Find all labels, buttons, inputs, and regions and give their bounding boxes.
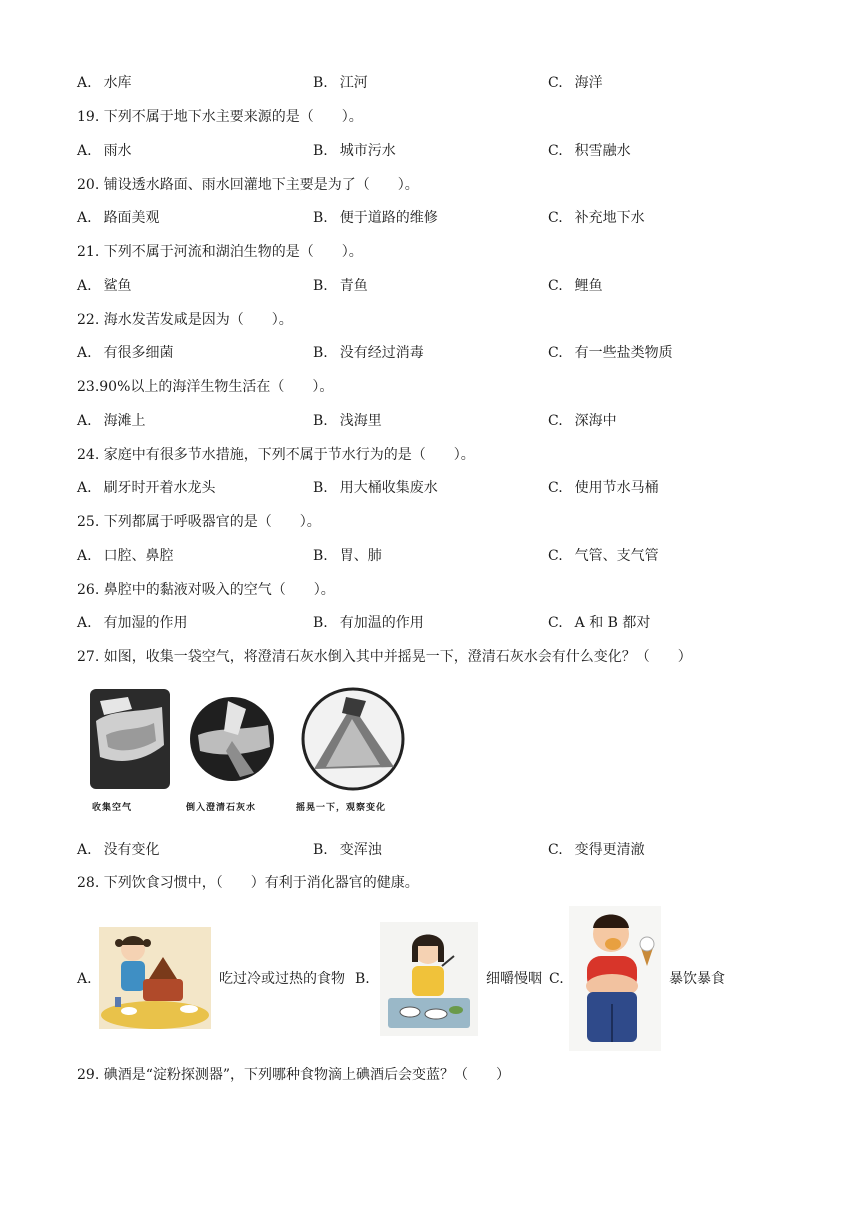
option-text: 水库 bbox=[103, 75, 132, 91]
option-a[interactable] bbox=[77, 277, 132, 295]
overeating-illustration bbox=[569, 906, 661, 1051]
option-a[interactable] bbox=[77, 479, 216, 497]
option-text: 使用节水马桶 bbox=[574, 480, 659, 496]
option-text: 口腔、鼻腔 bbox=[103, 548, 174, 564]
option-label: B. bbox=[313, 143, 328, 159]
option-text: 变得更清澈 bbox=[574, 842, 645, 858]
question-number: 28. bbox=[77, 875, 100, 891]
option-c-label[interactable]: C. bbox=[549, 971, 564, 987]
option-label: C. bbox=[548, 345, 563, 361]
option-label: B. bbox=[313, 345, 328, 361]
question-number: 29. bbox=[77, 1067, 100, 1083]
question-24 bbox=[77, 446, 475, 464]
option-b[interactable] bbox=[313, 344, 424, 362]
option-text: 有加温的作用 bbox=[339, 615, 424, 631]
option-text: 海滩上 bbox=[103, 413, 146, 429]
option-label: A. bbox=[77, 548, 92, 564]
option-label: A. bbox=[77, 143, 92, 159]
option-label: B. bbox=[313, 615, 328, 631]
option-text: 补充地下水 bbox=[574, 210, 645, 226]
option-b[interactable] bbox=[313, 277, 368, 295]
question-20 bbox=[77, 176, 419, 194]
option-label: B. bbox=[313, 75, 328, 91]
option-b[interactable] bbox=[313, 412, 382, 430]
option-c[interactable] bbox=[548, 614, 650, 632]
option-text: 用大桶收集废水 bbox=[339, 480, 438, 496]
option-text: 深海中 bbox=[574, 413, 617, 429]
option-a[interactable] bbox=[77, 412, 146, 430]
option-text: 青鱼 bbox=[339, 278, 368, 294]
option-text: 有加湿的作用 bbox=[103, 615, 188, 631]
option-label: C. bbox=[548, 548, 563, 564]
option-label: C. bbox=[548, 842, 563, 858]
option-text: 浅海里 bbox=[339, 413, 382, 429]
option-a-text: 吃过冷或过热的食物 bbox=[219, 971, 345, 987]
option-label: A. bbox=[77, 413, 92, 429]
question-text: 碘酒是“淀粉探测器”，下列哪种食物滴上碘酒后会变蓝？（ ） bbox=[103, 1067, 511, 1083]
question-number: 21. bbox=[77, 244, 100, 260]
option-label: A. bbox=[77, 480, 92, 496]
option-label: A. bbox=[77, 278, 92, 294]
option-c[interactable] bbox=[548, 209, 645, 227]
question-text: 如图，收集一袋空气，将澄清石灰水倒入其中并摇晃一下，澄清石灰水会有什么变化？（ ） bbox=[103, 649, 692, 665]
question-text: 家庭中有很多节水措施，下列不属于节水行为的是（ ）。 bbox=[103, 447, 475, 463]
option-label: A. bbox=[77, 345, 92, 361]
option-text: 鲤鱼 bbox=[574, 278, 603, 294]
option-c[interactable] bbox=[548, 412, 617, 430]
question-text: 90%以上的海洋生物生活在（ ）。 bbox=[99, 379, 334, 395]
option-label: B. bbox=[313, 278, 328, 294]
option-label: C. bbox=[548, 278, 563, 294]
option-c[interactable] bbox=[548, 74, 603, 92]
hotpot-illustration bbox=[99, 927, 211, 1029]
option-label: B. bbox=[313, 842, 328, 858]
question-23 bbox=[77, 378, 333, 396]
option-text: 没有变化 bbox=[103, 842, 160, 858]
option-text: 便于道路的维修 bbox=[339, 210, 438, 226]
option-text: 有很多细菌 bbox=[103, 345, 174, 361]
option-text: 城市污水 bbox=[339, 143, 396, 159]
option-label: A. bbox=[77, 210, 92, 226]
option-a[interactable] bbox=[77, 841, 160, 859]
option-label: C. bbox=[548, 75, 563, 91]
shake-bag-photo bbox=[296, 687, 410, 791]
option-text: 海洋 bbox=[574, 75, 603, 91]
question-number: 24. bbox=[77, 447, 100, 463]
option-text: 路面美观 bbox=[103, 210, 160, 226]
question-21 bbox=[77, 243, 363, 261]
option-text: A 和 B 都对 bbox=[574, 615, 651, 631]
option-label: C. bbox=[548, 480, 563, 496]
option-text: 雨水 bbox=[103, 143, 132, 159]
option-c[interactable] bbox=[548, 277, 603, 295]
option-c-text: 暴饮暴食 bbox=[669, 971, 725, 987]
question-26 bbox=[77, 581, 335, 599]
option-label: B. bbox=[313, 210, 328, 226]
option-b[interactable] bbox=[313, 614, 424, 632]
option-label: C. bbox=[548, 210, 563, 226]
option-label: B. bbox=[313, 413, 328, 429]
air-bag-photo bbox=[88, 687, 172, 791]
option-b[interactable] bbox=[313, 74, 368, 92]
question-19 bbox=[77, 108, 363, 126]
question-text: 下列饮食习惯中，（ ）有利于消化器官的健康。 bbox=[103, 875, 419, 891]
option-c[interactable] bbox=[548, 142, 631, 160]
question-number: 23. bbox=[77, 379, 100, 395]
option-a-label[interactable]: A. bbox=[77, 971, 92, 987]
option-text: 变浑浊 bbox=[339, 842, 382, 858]
question-number: 26. bbox=[77, 582, 100, 598]
option-a[interactable] bbox=[77, 344, 174, 362]
option-a[interactable] bbox=[77, 547, 174, 565]
option-text: 胃、肺 bbox=[339, 548, 382, 564]
option-a[interactable] bbox=[77, 142, 132, 160]
photo-caption: 摇晃一下，观察变化 bbox=[296, 803, 387, 813]
option-text: 有一些盐类物质 bbox=[574, 345, 673, 361]
pour-limewater-photo bbox=[188, 695, 276, 783]
option-b[interactable] bbox=[313, 479, 438, 497]
option-label: B. bbox=[313, 548, 328, 564]
question-28 bbox=[77, 874, 419, 892]
question-text: 鼻腔中的黏液对吸入的空气（ ）。 bbox=[103, 582, 335, 598]
option-b[interactable] bbox=[313, 142, 396, 160]
chewing-slowly-illustration bbox=[380, 922, 478, 1036]
question-27 bbox=[77, 648, 692, 666]
option-b[interactable] bbox=[313, 841, 382, 859]
question-text: 下列不属于河流和湖泊生物的是（ ）。 bbox=[103, 244, 363, 260]
option-b[interactable] bbox=[313, 209, 438, 227]
option-text: 江河 bbox=[339, 75, 368, 91]
question-22 bbox=[77, 311, 293, 329]
option-label: C. bbox=[548, 143, 563, 159]
option-text: 刷牙时开着水龙头 bbox=[103, 480, 216, 496]
option-text: 气管、支气管 bbox=[574, 548, 659, 564]
question-number: 20. bbox=[77, 177, 100, 193]
question-text: 下列不属于地下水主要来源的是（ ）。 bbox=[103, 109, 363, 125]
question-29 bbox=[77, 1066, 510, 1084]
question-text: 铺设透水路面、雨水回灌地下主要是为了（ ）。 bbox=[103, 177, 419, 193]
question-number: 27. bbox=[77, 649, 100, 665]
option-label: B. bbox=[313, 480, 328, 496]
option-label: A. bbox=[77, 615, 92, 631]
photo-caption: 收集空气 bbox=[92, 803, 133, 813]
option-text: 没有经过消毒 bbox=[339, 345, 424, 361]
question-25 bbox=[77, 513, 321, 531]
question-number: 19. bbox=[77, 109, 100, 125]
option-c[interactable] bbox=[548, 479, 659, 497]
option-a[interactable] bbox=[77, 614, 188, 632]
option-label: A. bbox=[77, 842, 92, 858]
question-number: 25. bbox=[77, 514, 100, 530]
photo-caption: 倒入澄清石灰水 bbox=[186, 803, 257, 813]
question-text: 下列都属于呼吸器官的是（ ）。 bbox=[103, 514, 321, 530]
question-text: 海水发苦发咸是因为（ ）。 bbox=[103, 312, 293, 328]
option-c[interactable] bbox=[548, 344, 673, 362]
option-b-text: 细嚼慢咽 bbox=[486, 971, 542, 987]
option-text: 积雪融水 bbox=[574, 143, 631, 159]
option-b[interactable] bbox=[313, 547, 382, 565]
question-number: 22. bbox=[77, 312, 100, 328]
option-c[interactable] bbox=[548, 841, 645, 859]
option-b-label[interactable]: B. bbox=[355, 971, 370, 987]
option-a[interactable] bbox=[77, 209, 160, 227]
option-label: C. bbox=[548, 615, 563, 631]
option-a[interactable] bbox=[77, 74, 132, 92]
option-label: A. bbox=[77, 75, 92, 91]
option-text: 鲨鱼 bbox=[103, 278, 132, 294]
option-label: C. bbox=[548, 413, 563, 429]
option-c[interactable] bbox=[548, 547, 659, 565]
